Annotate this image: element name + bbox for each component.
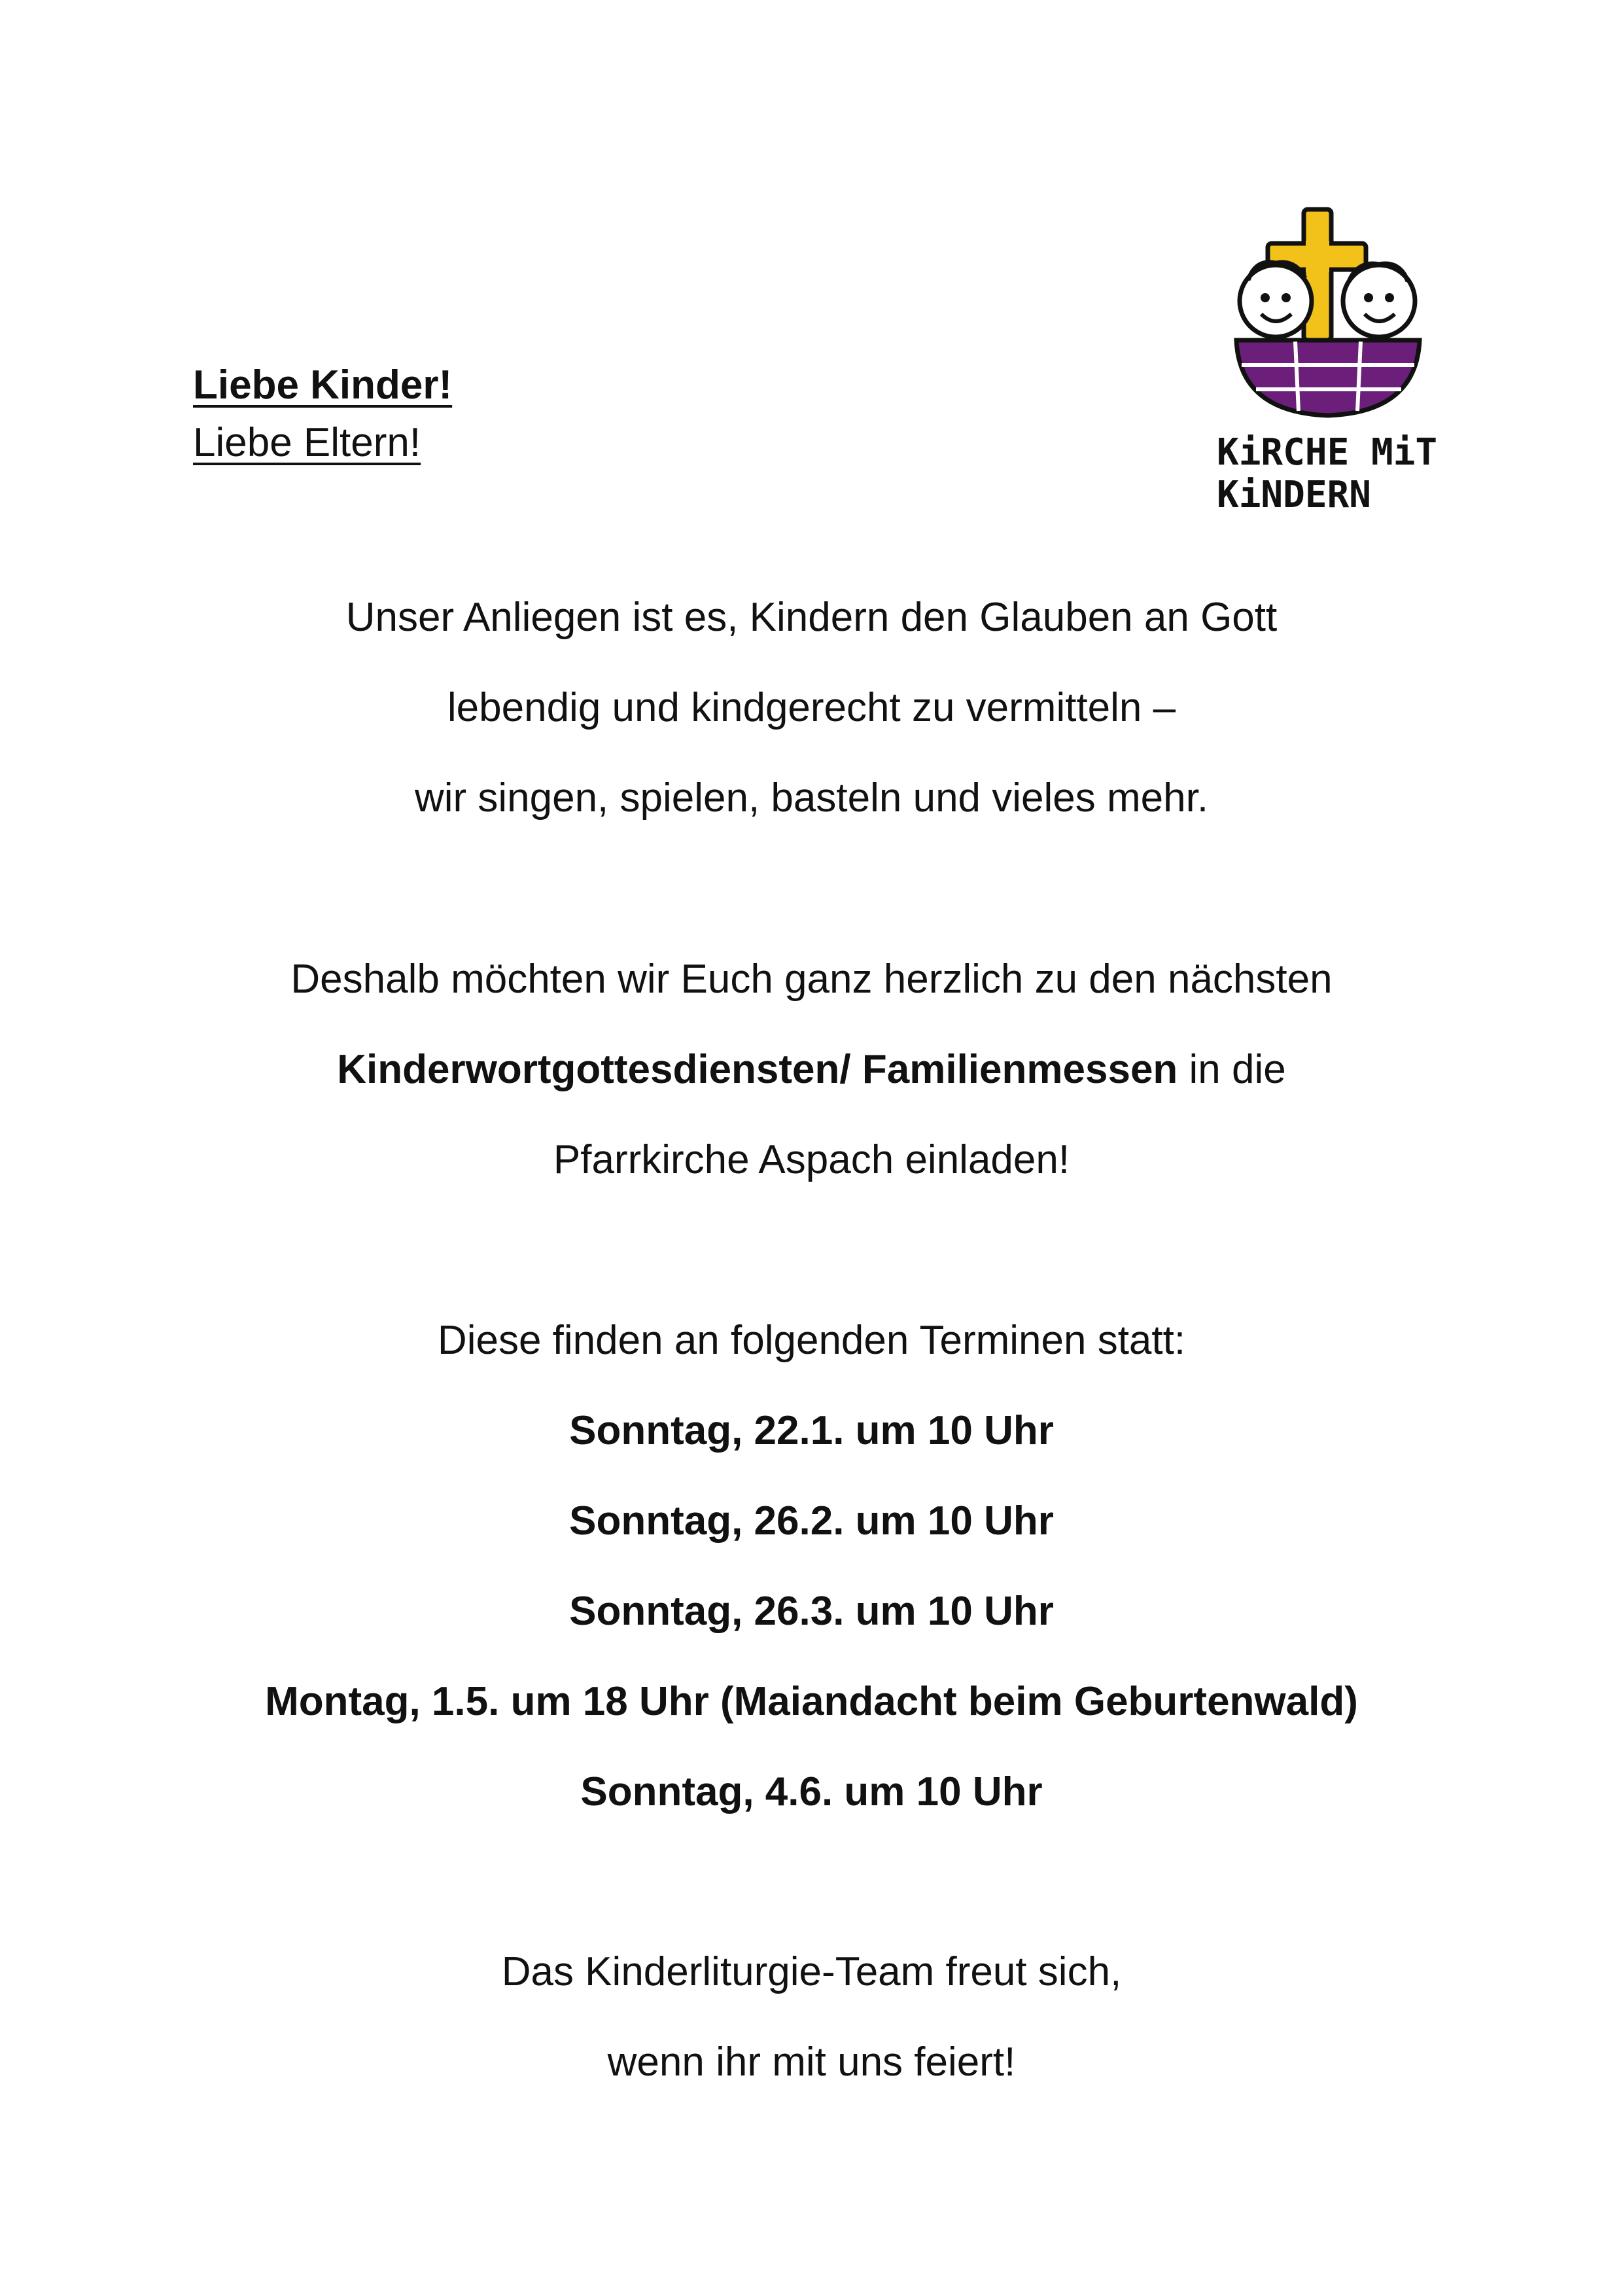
- date-item: Sonntag, 26.2. um 10 Uhr: [569, 1498, 1054, 1544]
- logo-text-line1: KiRCHE MiT: [1217, 431, 1438, 474]
- child-face-left-icon: [1240, 262, 1312, 337]
- intro-paragraph: [0, 573, 1623, 843]
- closing-line-2: wenn ihr mit uns feiert!: [607, 2040, 1016, 2085]
- date-item: Sonntag, 22.1. um 10 Uhr: [569, 1408, 1054, 1453]
- invite-line-2-rest: in die: [1178, 1047, 1286, 1092]
- boat-icon: [1236, 340, 1420, 415]
- invite-line-1: Deshalb möchten wir Euch ganz herzlich zu den nächsten: [290, 957, 1333, 1002]
- invite-line-3: Pfarrkirche Aspach einladen!: [553, 1137, 1070, 1182]
- date-item: Sonntag, 26.3. um 10 Uhr: [569, 1589, 1054, 1634]
- intro-line-3: wir singen, spielen, basteln und vieles mehr.: [414, 775, 1209, 821]
- date-item: Sonntag, 4.6. um 10 Uhr: [580, 1769, 1043, 1814]
- dates-section: [0, 1296, 1623, 1837]
- child-face-right-icon: [1343, 264, 1415, 337]
- closing-paragraph: [0, 1927, 1623, 2108]
- intro-line-1: Unser Anliegen ist es, Kindern den Glauben an Gott: [345, 595, 1278, 640]
- greeting-children: Liebe Kinder!: [193, 362, 453, 408]
- greeting-parents: Liebe Eltern!: [193, 420, 421, 465]
- invite-line-2: [0, 1025, 1623, 1115]
- dates-heading: Diese finden an folgenden Terminen statt:: [437, 1318, 1186, 1363]
- invite-paragraph: [0, 934, 1623, 1205]
- greeting: [193, 357, 452, 472]
- logo-text-line2: KiNDERN: [1217, 474, 1372, 516]
- intro-line-2: lebendig und kindgerecht zu vermitteln –: [447, 685, 1176, 730]
- closing-line-1: Das Kinderliturgie-Team freut sich,: [501, 1949, 1122, 1994]
- event-type: Kinderwortgottesdiensten/ Familienmessen: [337, 1047, 1178, 1092]
- kirche-mit-kindern-logo: [1210, 203, 1465, 517]
- date-item: Montag, 1.5. um 18 Uhr (Maiandacht beim Geburtenwald): [265, 1679, 1358, 1724]
